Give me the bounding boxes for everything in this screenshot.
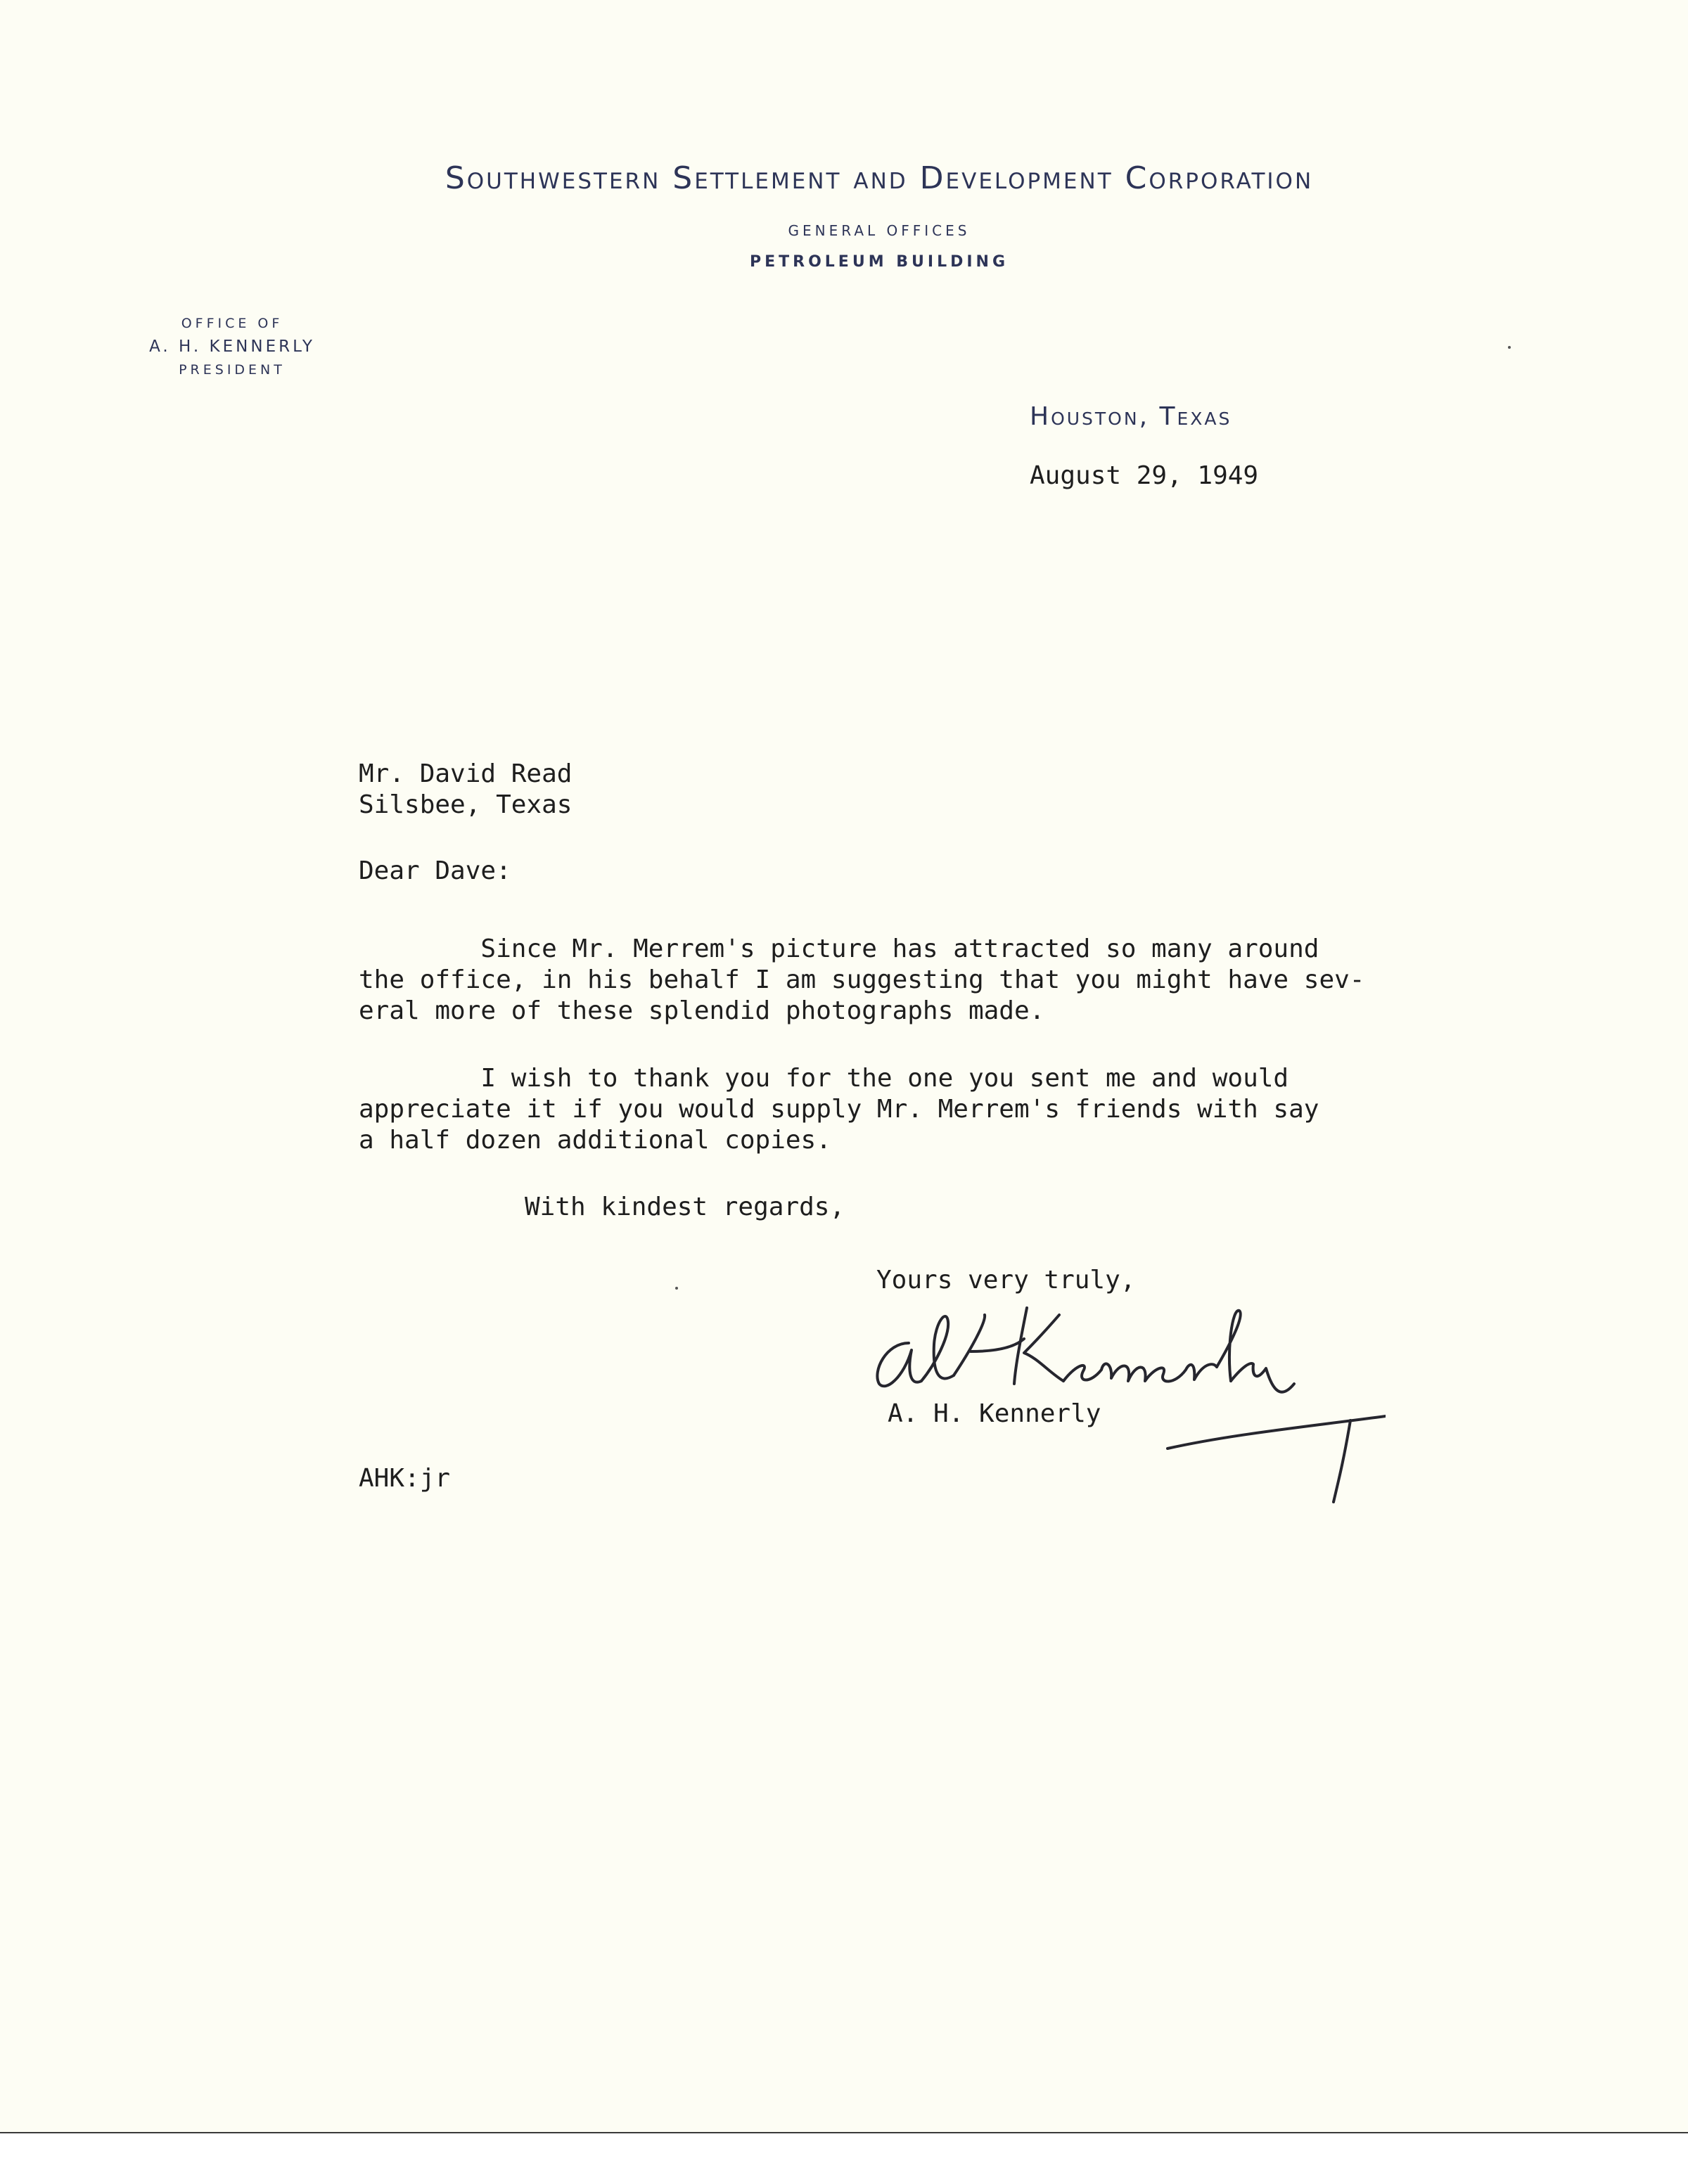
recipient-city: Silsbee, Texas xyxy=(359,790,573,819)
letter-date: August 29, 1949 xyxy=(1030,461,1259,490)
general-offices-label: GENERAL OFFICES xyxy=(788,222,971,239)
company-name: Southwestern Settlement and Development Corporation xyxy=(445,160,1314,196)
reference-initials: AHK:jr xyxy=(359,1464,451,1493)
page-bottom-edge xyxy=(0,2132,1688,2184)
office-of-label: OFFICE OF xyxy=(181,316,283,331)
building-name: PETROLEUM BUILDING xyxy=(749,253,1009,271)
paper-speck xyxy=(1508,346,1511,349)
body-paragraph-2: I wish to thank you for the one you sent me and would appreciate it if you would supply Mr. Merrem's friends with say a half dozen additional copies. xyxy=(359,1064,1319,1155)
regards-line: With kindest regards, xyxy=(525,1193,845,1221)
salutation: Dear Dave: xyxy=(359,856,511,885)
paper-speck xyxy=(675,1287,678,1290)
closing-line: Yours very truly, xyxy=(876,1266,1136,1295)
body-paragraph-1: Since Mr. Merrem's picture has attracted so many around the office, in his behalf I am suggesting that you might have sev- eral more of these splendid photographs made. xyxy=(359,934,1365,1025)
officer-title: PRESIDENT xyxy=(179,362,286,378)
signer-typed-name: A. H. Kennerly xyxy=(888,1399,1101,1428)
recipient-name: Mr. David Read xyxy=(359,759,573,788)
letterhead-city: Houston, Texas xyxy=(1030,402,1232,431)
officer-name: A. H. KENNERLY xyxy=(149,338,315,356)
office-block xyxy=(113,313,352,380)
